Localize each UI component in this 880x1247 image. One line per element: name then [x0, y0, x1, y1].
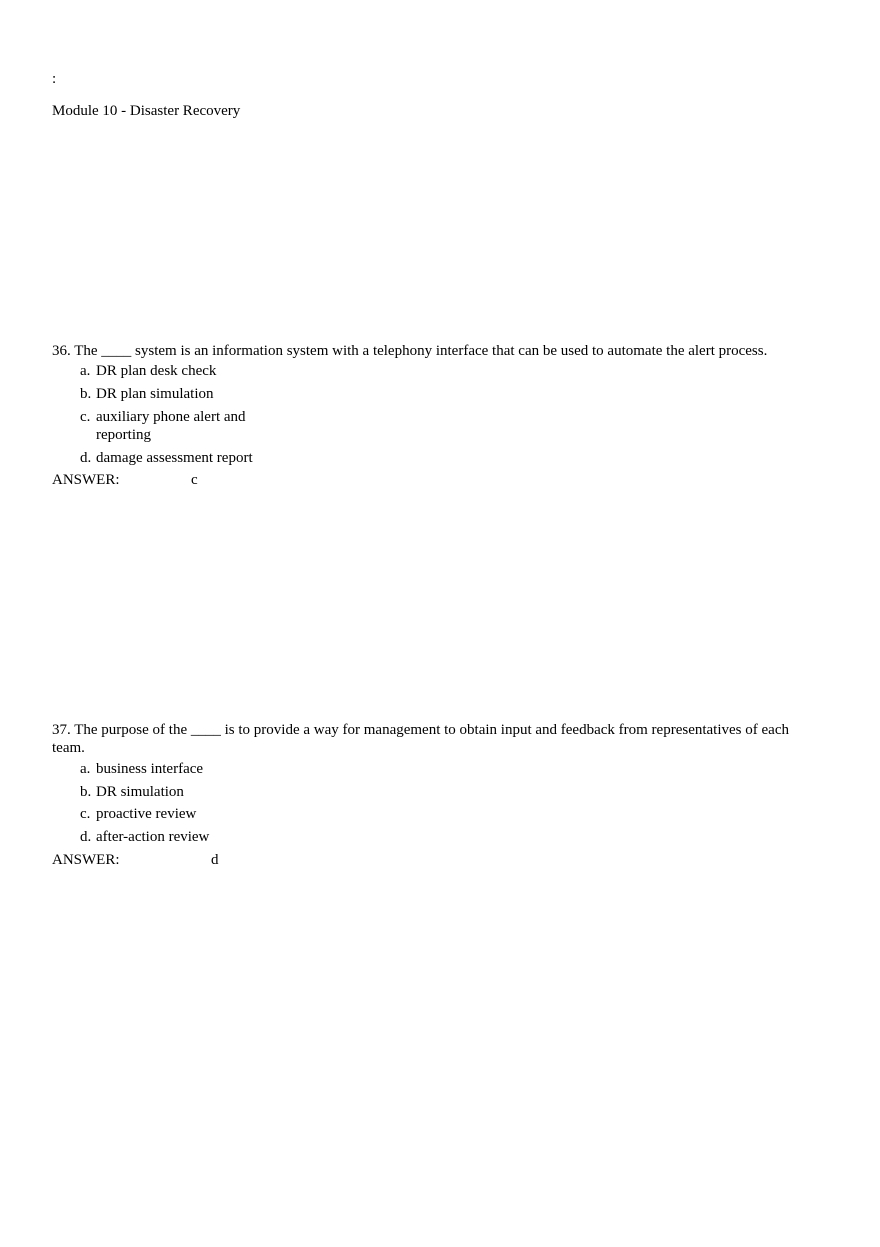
option-c	[80, 805, 196, 823]
answer-value: c	[191, 472, 198, 488]
option-letter: c.	[80, 806, 91, 822]
option-letter: d.	[80, 829, 92, 845]
option-d	[80, 449, 253, 467]
option-text: after-action review	[96, 829, 210, 845]
option-a	[80, 362, 216, 380]
option-text: business interface	[96, 761, 204, 777]
option-b	[80, 783, 184, 801]
option-text: damage assessment report	[96, 450, 253, 466]
option-letter: c.	[80, 409, 91, 425]
option-text: DR plan desk check	[96, 363, 217, 379]
question-stem: 36. The ____ system is an information system with a telephony interface that can be used to automate the alert process.	[52, 343, 768, 359]
option-b	[80, 385, 214, 403]
answer-label: ANSWER:	[52, 472, 120, 488]
option-letter: a.	[80, 761, 91, 777]
option-text: auxiliary phone alert and reporting	[96, 409, 246, 443]
option-d	[80, 828, 209, 846]
option-text: DR plan simulation	[96, 386, 214, 402]
option-letter: b.	[80, 386, 92, 402]
question-stem: 37. The purpose of the ____ is to provide a way for management to obtain input and feedback from representatives of each team.	[52, 722, 789, 756]
option-text: DR simulation	[96, 784, 184, 800]
option-letter: b.	[80, 784, 92, 800]
answer-value: d	[211, 852, 219, 868]
option-a	[80, 760, 203, 778]
answer-label: ANSWER:	[52, 852, 120, 868]
option-letter: a.	[80, 363, 91, 379]
module-title: Module 10 - Disaster Recovery	[52, 103, 241, 119]
option-c	[80, 408, 266, 444]
option-letter: d.	[80, 450, 92, 466]
option-text: proactive review	[96, 806, 197, 822]
header-colon: :	[52, 71, 57, 87]
